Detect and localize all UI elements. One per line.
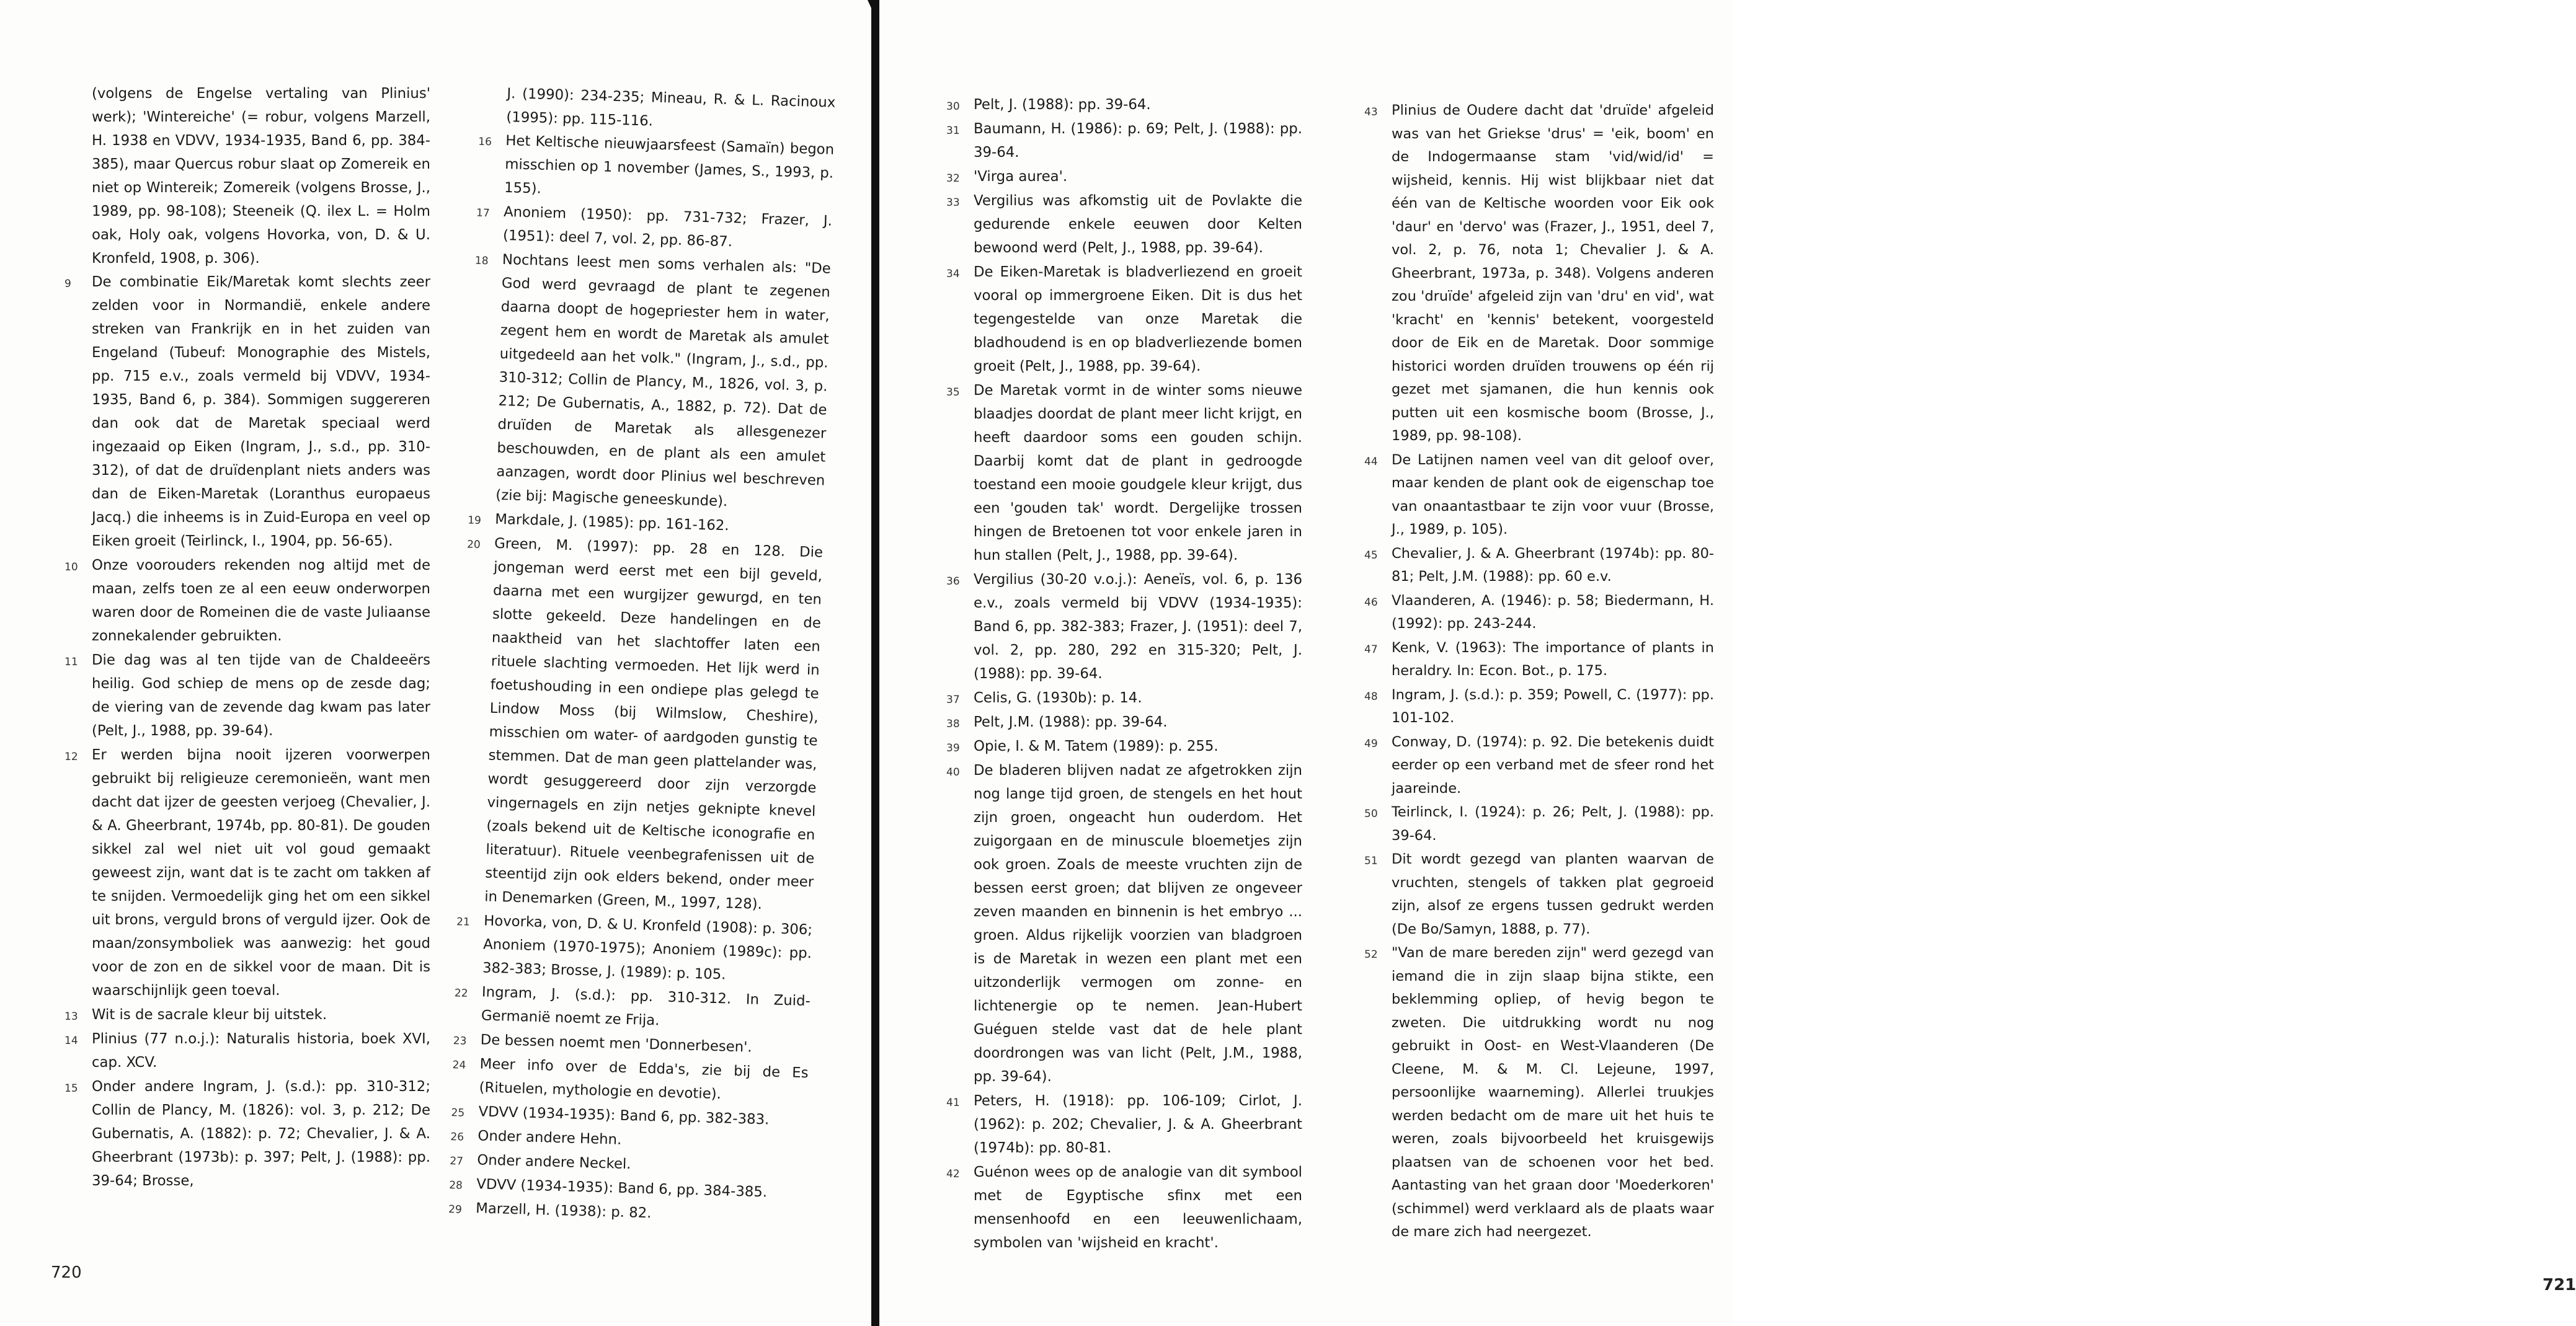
- footnote-number: 38: [946, 718, 960, 730]
- footnote-text: De Latijnen namen veel van dit geloof over, maar kenden de plant ook de eigenschap toe van onaantastbaar te zijn voor vuur (Brosse, J., 1989, p. 105).: [1392, 451, 1714, 537]
- footnote-21: [456, 909, 813, 989]
- footnote-20: [466, 532, 824, 918]
- left-column-2: [448, 82, 836, 1230]
- footnote-text: Markdale, J. (1985): pp. 161-162.: [494, 511, 729, 534]
- footnote-number: 13: [64, 1010, 78, 1023]
- footnote-number: 32: [946, 172, 960, 185]
- footnote-number: 30: [946, 100, 960, 113]
- footnote-text: De bladeren blijven nadat ze afgetrokken zijn nog lange tijd groen, de stengels en het hout zijn groen, ongeacht hun ouderdom. Het zuigorgaan en de minuscule bloemetjes zijn ook groen. Zoals de meeste vruchten zijn de bessen eerst groen; dat blijven ze ongeveer zeven maanden en binnenin is het embryo ... groen. Aldus rijkelijk voorzien van bladgroen is de Maretak in wezen een plant met een uitzonderlijk vermogen om zonne- en lichtenergie op te nemen. Jean-Hubert Guéguen stelde vast dat de hele plant doordrongen was van licht (Pelt, J.M., 1988, pp. 39-64).: [974, 762, 1302, 1085]
- footnote-number: 17: [476, 206, 490, 220]
- footnote-text: Hovorka, von, D. & U. Kronfeld (1908): p. 306; Anoniem (1970-1975); Anoniem (1989c): pp. 382-383; Brosse, J. (1989): p. 105.: [482, 913, 813, 983]
- footnote-text: Onze voorouders rekenden nog altijd met de maan, zelfs toen ze al een eeuw onderworpen waren door de Romeinen die de vaste Juliaanse zonnekalender gebruikten.: [92, 557, 430, 644]
- footnote-34: [946, 260, 1302, 378]
- footnote-38: [946, 710, 1302, 734]
- footnote-text: Nochtans leest men soms verhalen als: "De God werd gevraagd de plant te zegenen daarna doopt de hogepriester hem in water, zegent hem en wordt de Maretak als amulet uitgedeeld aan het volk." (Ingram, J., s.d., pp. 310-312; Collin de Plancy, M., 1826, vol. 3, p. 212; De Gubernatis, A., 1882, p. 72). Dat de druïden de Maretak als allesgenezer beschouwden, en de plant als een amulet aanzagen, wordt door Plinius wel beschreven (zie bij: Magische geneeskunde).: [495, 251, 832, 510]
- footnote-number: 28: [448, 1179, 463, 1192]
- footnote-text: Baumann, H. (1986): p. 69; Pelt, J. (1988): pp. 39-64.: [974, 121, 1302, 161]
- footnote-31: [946, 117, 1302, 164]
- footnote-number: 46: [1364, 596, 1378, 609]
- right-page: [879, 0, 2576, 1326]
- footnote-number: 18: [474, 254, 489, 268]
- footnote-11: [64, 648, 430, 743]
- footnote-number: 37: [946, 694, 960, 706]
- book-gutter: [871, 0, 879, 1326]
- footnote-text: Die dag was al ten tijde van de Chaldeeërs heilig. God schiep de mens op de zesde dag; de viering van de zevende dag kwam pas later (Pelt, J., 1988, pp. 39-64).: [92, 652, 430, 739]
- footnote-number: 25: [451, 1107, 465, 1120]
- footnote-text: Chevalier, J. & A. Gheerbrant (1974b): pp. 80-81; Pelt, J.M. (1988): pp. 60 e.v.: [1392, 545, 1714, 585]
- footnote-40: [946, 759, 1302, 1089]
- footnote-text: Ingram, J. (s.d.): pp. 310-312. In Zuid-Germanië noemt ze Frija.: [481, 984, 811, 1029]
- footnote-number: 39: [946, 742, 960, 754]
- page-number: 721: [2543, 1276, 2576, 1294]
- footnote-text: Plinius (77 n.o.j.): Naturalis historia, boek XVI, cap. XCV.: [92, 1031, 430, 1071]
- footnote-text: De bessen noemt men 'Donnerbesen'.: [480, 1032, 752, 1056]
- footnote-47: [1364, 637, 1714, 683]
- footnote-text: Guénon wees op de analogie van dit symbool met de Egyptische sfinx met een mensenhoofd en een leeuwenlichaam, symbolen van 'wijsheid en kracht'.: [974, 1164, 1302, 1251]
- footnote-number: 43: [1364, 106, 1378, 118]
- footnote-text: Conway, D. (1974): p. 92. Die betekenis duidt eerder op een verband met de sfeer rond het jaareinde.: [1392, 733, 1714, 797]
- notes-list: [1364, 99, 1714, 1244]
- footnote-9: [64, 270, 430, 553]
- footnote-number: 29: [448, 1203, 463, 1216]
- footnote-number: 31: [946, 125, 960, 137]
- footnote-text: Het Keltische nieuwjaarsfeest (Samaïn) begon misschien op 1 november (James, S., 1993, p. 155).: [504, 132, 835, 197]
- footnote-number: 12: [64, 751, 78, 763]
- footnote-number: 27: [450, 1155, 464, 1168]
- footnote-text: Opie, I. & M. Tatem (1989): p. 255.: [974, 738, 1219, 754]
- footnote-45: [1364, 542, 1714, 589]
- footnote-text: "Van de mare bereden zijn" werd gezegd van iemand die in zijn slaap bijna stikte, een beklemming opliep, of hevig begon te zweten. Die uitdrukking wordt nu nog gebruikt in Oost- en West-Vlaanderen (De Cleene, M. & M. Cl. Lejeune, 1997, persoonlijke waarneming). Allerlei truukjes werden bedacht om de mare uit het huis te weren, zoals bijvoorbeeld het kruisgewijs plaatsen van de schoenen voor het bed. Aantasting van het graan door 'Moederkoren' (schimmel) werd verklaard als de plaats waar de mare zich had neergezet.: [1392, 945, 1714, 1240]
- footnote-48: [1364, 684, 1714, 730]
- footnote-number: 23: [453, 1035, 467, 1048]
- footnote-10: [64, 554, 430, 648]
- continuation-text: J. (1990): 234-235; Mineau, R. & L. Racinoux (1995): pp. 115-116.: [506, 85, 836, 130]
- footnote-number: 14: [64, 1035, 78, 1047]
- footnote-number: 16: [478, 135, 492, 149]
- footnote-30: [946, 93, 1302, 117]
- footnote-number: 11: [64, 656, 78, 668]
- footnote-text: VDVV (1934-1935): Band 6, pp. 384-385.: [476, 1176, 768, 1201]
- footnote-number: 21: [456, 916, 471, 929]
- footnote-text: Ingram, J. (s.d.): p. 359; Powell, C. (1977): pp. 101-102.: [1392, 686, 1714, 726]
- footnote-text: Peters, H. (1918): pp. 106-109; Cirlot, J. (1962): p. 202; Chevalier, J. & A. Gheerbrant (1974b): pp. 80-81.: [974, 1093, 1302, 1156]
- footnote-24: [452, 1052, 809, 1108]
- footnote-22: [454, 980, 811, 1036]
- footnote-text: Er werden bijna nooit ijzeren voorwerpen gebruikt bij religieuze ceremonieën, want men dacht dat ijzer de geesten verjoeg (Chevalier, J. & A. Gheerbrant, 1974b, pp. 80-81). De gouden sikkel zal wel niet uit vol goud gemaakt geweest zijn, want dat is te zacht om takken af te snijden. Vermoedelijk ging het om een sikkel uit brons, verguld brons of verguld ijzer. Ook de maan/zonsymboliek was aanwezig: het goud voor de zon en de sikkel voor de maan. Dit is waarschijnlijk geen toeval.: [92, 747, 430, 999]
- footnote-33: [946, 189, 1302, 260]
- notes-list: [448, 129, 835, 1229]
- footnote-16: [478, 129, 835, 209]
- footnote-number: 45: [1364, 549, 1378, 562]
- right-column-1: [946, 93, 1302, 1255]
- right-column-2: [1364, 99, 1714, 1245]
- notes-list: [64, 270, 430, 1193]
- footnote-text: VDVV (1934-1935): Band 6, pp. 382-383.: [478, 1103, 770, 1128]
- footnote-text: Anoniem (1950): pp. 731-732; Frazer, J. (1951): deel 7, vol. 2, pp. 86-87.: [502, 203, 833, 250]
- footnote-text: Pelt, J.M. (1988): pp. 39-64.: [974, 714, 1168, 730]
- footnote-text: Vergilius was afkomstig uit de Povlakte die gedurende enkele eeuwen door Kelten bewoond werd (Pelt, J., 1988, pp. 39-64).: [974, 193, 1302, 256]
- footnote-text: Vlaanderen, A. (1946): p. 58; Biedermann, H. (1992): pp. 243-244.: [1392, 592, 1714, 632]
- footnote-12: [64, 743, 430, 1002]
- footnote-number: 9: [64, 278, 71, 290]
- footnote-52: [1364, 942, 1714, 1244]
- footnote-text: Onder andere Ingram, J. (s.d.): pp. 310-312; Collin de Plancy, M. (1826): vol. 3, p. 212; De Gubernatis, A. (1882): p. 72; Chevalier, J. & A. Gheerbrant (1973b): p. 397; Pelt, J. (1988): pp. 39-64; Brosse,: [92, 1079, 430, 1189]
- footnote-text: Marzell, H. (1938): p. 82.: [475, 1200, 652, 1222]
- footnote-text: Kenk, V. (1963): The importance of plants in heraldry. In: Econ. Bot., p. 175.: [1392, 639, 1714, 679]
- footnote-text: De Eiken-Maretak is bladverliezend en groeit vooral op immergroene Eiken. Dit is dus het tegengestelde van onze Maretak die bladhoudend is en op bladverliezende bomen groeit (Pelt, J., 1988, pp. 39-64).: [974, 264, 1302, 374]
- footnote-number: 22: [454, 987, 468, 1000]
- footnote-35: [946, 379, 1302, 567]
- continuation-text: (volgens de Engelse vertaling van Plinius' werk); 'Wintereiche' (= robur, volgens Marzell, H. 1938 en VDVV, 1934-1935, Band 6, pp. 384-385), maar Quercus robur slaat op Zomereik en niet op Wintereik; Zomereik (volgens Brosse, J., 1989, pp. 98-108); Steeneik (Q. ilex L. = Holm oak, Holy oak, volgens Hovorka, von, D. & U. Kronfeld, 1908, p. 306).: [92, 86, 430, 267]
- footnote-text: Dit wordt gezegd van planten waarvan de vruchten, stengels of takken plat gegroeid zijn, alsof ze ergens tussen gedrukt werden (De Bo/Samyn, 1888, p. 77).: [1392, 851, 1714, 937]
- footnote-13: [64, 1003, 430, 1027]
- footnote-43: [1364, 99, 1714, 448]
- footnote-14: [64, 1027, 430, 1074]
- footnote-46: [1364, 590, 1714, 636]
- footnote-text: De combinatie Eik/Maretak komt slechts zeer zelden voor in Normandië, enkele andere streken van Frankrijk en in het zuiden van Engeland (Tubeuf: Monographie des Mistels, pp. 715 e.v., zoals vermeld bij VDVV, 1934-1935, Band 6, p. 384). Sommigen suggereren dan ook dat de Maretak speciaal werd ingezaaid op Eiken (Ingram, J., s.d., pp. 310-312), of dat de druïdenplant niets anders was dan de Eiken-Maretak (Loranthus europaeus Jacq.) die inheems is in Zuid-Europa en veel op Eiken groeit (Teirlinck, I., 1904, pp. 56-65).: [92, 274, 430, 549]
- footnote-number: 47: [1364, 643, 1378, 656]
- footnote-text: Vergilius (30-20 v.o.j.): Aeneïs, vol. 6, p. 136 e.v., zoals vermeld bij VDVV (1934-1935): Band 6, pp. 382-383; Frazer, J. (1951): deel 7, vol. 2, pp. 280, 292 en 315-320; Pelt, J. (1988): pp. 39-64.: [974, 572, 1302, 682]
- footnote-32: [946, 165, 1302, 188]
- footnote-text: Onder andere Neckel.: [477, 1152, 631, 1173]
- footnote-number: 33: [946, 197, 960, 209]
- page-number: 720: [51, 1263, 82, 1282]
- footnote-text: Celis, G. (1930b): p. 14.: [974, 690, 1142, 706]
- footnote-number: 52: [1364, 948, 1378, 961]
- footnote-50: [1364, 801, 1714, 847]
- left-page: [0, 0, 871, 1326]
- footnote-number: 19: [467, 514, 482, 528]
- footnote-44: [1364, 449, 1714, 542]
- footnote-number: 51: [1364, 855, 1378, 867]
- footnote-number: 35: [946, 386, 960, 399]
- footnote-text: 'Virga aurea'.: [974, 169, 1068, 185]
- footnote-number: 48: [1364, 690, 1378, 703]
- footnote-text: Meer info over de Edda's, zie bij de Es (Rituelen, mythologie en devotie).: [479, 1056, 809, 1103]
- footnote-text: Plinius de Oudere dacht dat 'druïde' afgeleid was van het Griekse 'drus' = 'eik, boom' en de Indogermaanse stam 'vid/wid/id' = wijsheid, kennis. Hij wist blijkbaar niet dat één van de Keltische woorden voor Eik ook 'daur' en 'dervo' was (Frazer, J., 1951, deel 7, vol. 2, p. 76, nota 1; Chevalier J. & A. Gheerbrant, 1973a, p. 348). Volgens anderen zou 'druïde' afgeleid zijn van 'dru' en vid', wat 'kracht' en 'kennis' betekent, voorgesteld door de Eik en de Maretak. Door sommige historici worden druïden trouwens op één rij gezet met sjamanen, die hun kennis ook putten uit een kosmische boom (Brosse, J., 1989, pp. 98-108).: [1392, 102, 1714, 444]
- footnote-number: 26: [450, 1131, 464, 1144]
- footnote-number: 44: [1364, 455, 1378, 468]
- footnote-number: 36: [946, 575, 960, 588]
- footnote-text: Wit is de sacrale kleur bij uitstek.: [92, 1007, 327, 1023]
- footnote-41: [946, 1089, 1302, 1160]
- footnote-51: [1364, 848, 1714, 941]
- footnote-number: 10: [64, 561, 78, 573]
- footnote-text: Pelt, J. (1988): pp. 39-64.: [974, 97, 1151, 113]
- footnote-number: 15: [64, 1082, 78, 1095]
- footnote-37: [946, 686, 1302, 710]
- footnote-text: De Maretak vormt in de winter soms nieuwe blaadjes doordat de plant meer licht krijgt, en heeft daardoor soms een gouden schijn. Daarbij komt dat de plant in gedroogde toestand een mooie goudgele kleur krijgt, dus een 'gouden tak' wordt. Dergelijke trossen hingen de Bretoenen tot voor enkele jaren in hun stallen (Pelt, J., 1988, pp. 39-64).: [974, 382, 1302, 564]
- footnote-text: Teirlinck, I. (1924): p. 26; Pelt, J. (1988): pp. 39-64.: [1392, 804, 1714, 844]
- footnote-number: 40: [946, 766, 960, 779]
- footnote-text: Onder andere Hehn.: [477, 1128, 622, 1148]
- footnote-number: 42: [946, 1168, 960, 1180]
- footnote-number: 50: [1364, 808, 1378, 820]
- footnote-text: Green, M. (1997): pp. 28 en 128. Die jongeman werd eerst met een bijl geveld, daarna met een wurgijzer gewurgd, en ten slotte gekeeld. Deze handelingen en de naaktheid van het slachtoffer laten een rituele slachting vermoeden. Het lijk werd in foetushouding in een ondiepe plas gelegd te Lindow Moss (bij Wilmslow, Cheshire), misschien om water- of aardgoden gunstig te stemmen. Dat de man geen plattelander was, wordt gesuggereerd door zijn verzorgde vingernagels en zijn netjes geknipte knevel (zoals bekend uit de Keltische iconografie en literatuur). Rituele veenbegrafenissen uit de steentijd zijn ook elders bekend, onder meer in Denemarken (Green, M., 1997, 128).: [484, 535, 824, 913]
- footnote-36: [946, 568, 1302, 686]
- footnote-15: [64, 1075, 430, 1193]
- left-column-1: [64, 82, 430, 1193]
- footnote-number: 41: [946, 1097, 960, 1109]
- footnote-17: [476, 200, 833, 257]
- footnote-number: 24: [452, 1059, 466, 1072]
- footnote-number: 34: [946, 268, 960, 280]
- footnote-number: 49: [1364, 737, 1378, 750]
- footnote-number: 20: [466, 538, 481, 552]
- footnote-39: [946, 735, 1302, 758]
- notes-list: [946, 93, 1302, 1255]
- footnote-18: [474, 248, 832, 516]
- footnote-49: [1364, 731, 1714, 801]
- footnote-42: [946, 1160, 1302, 1255]
